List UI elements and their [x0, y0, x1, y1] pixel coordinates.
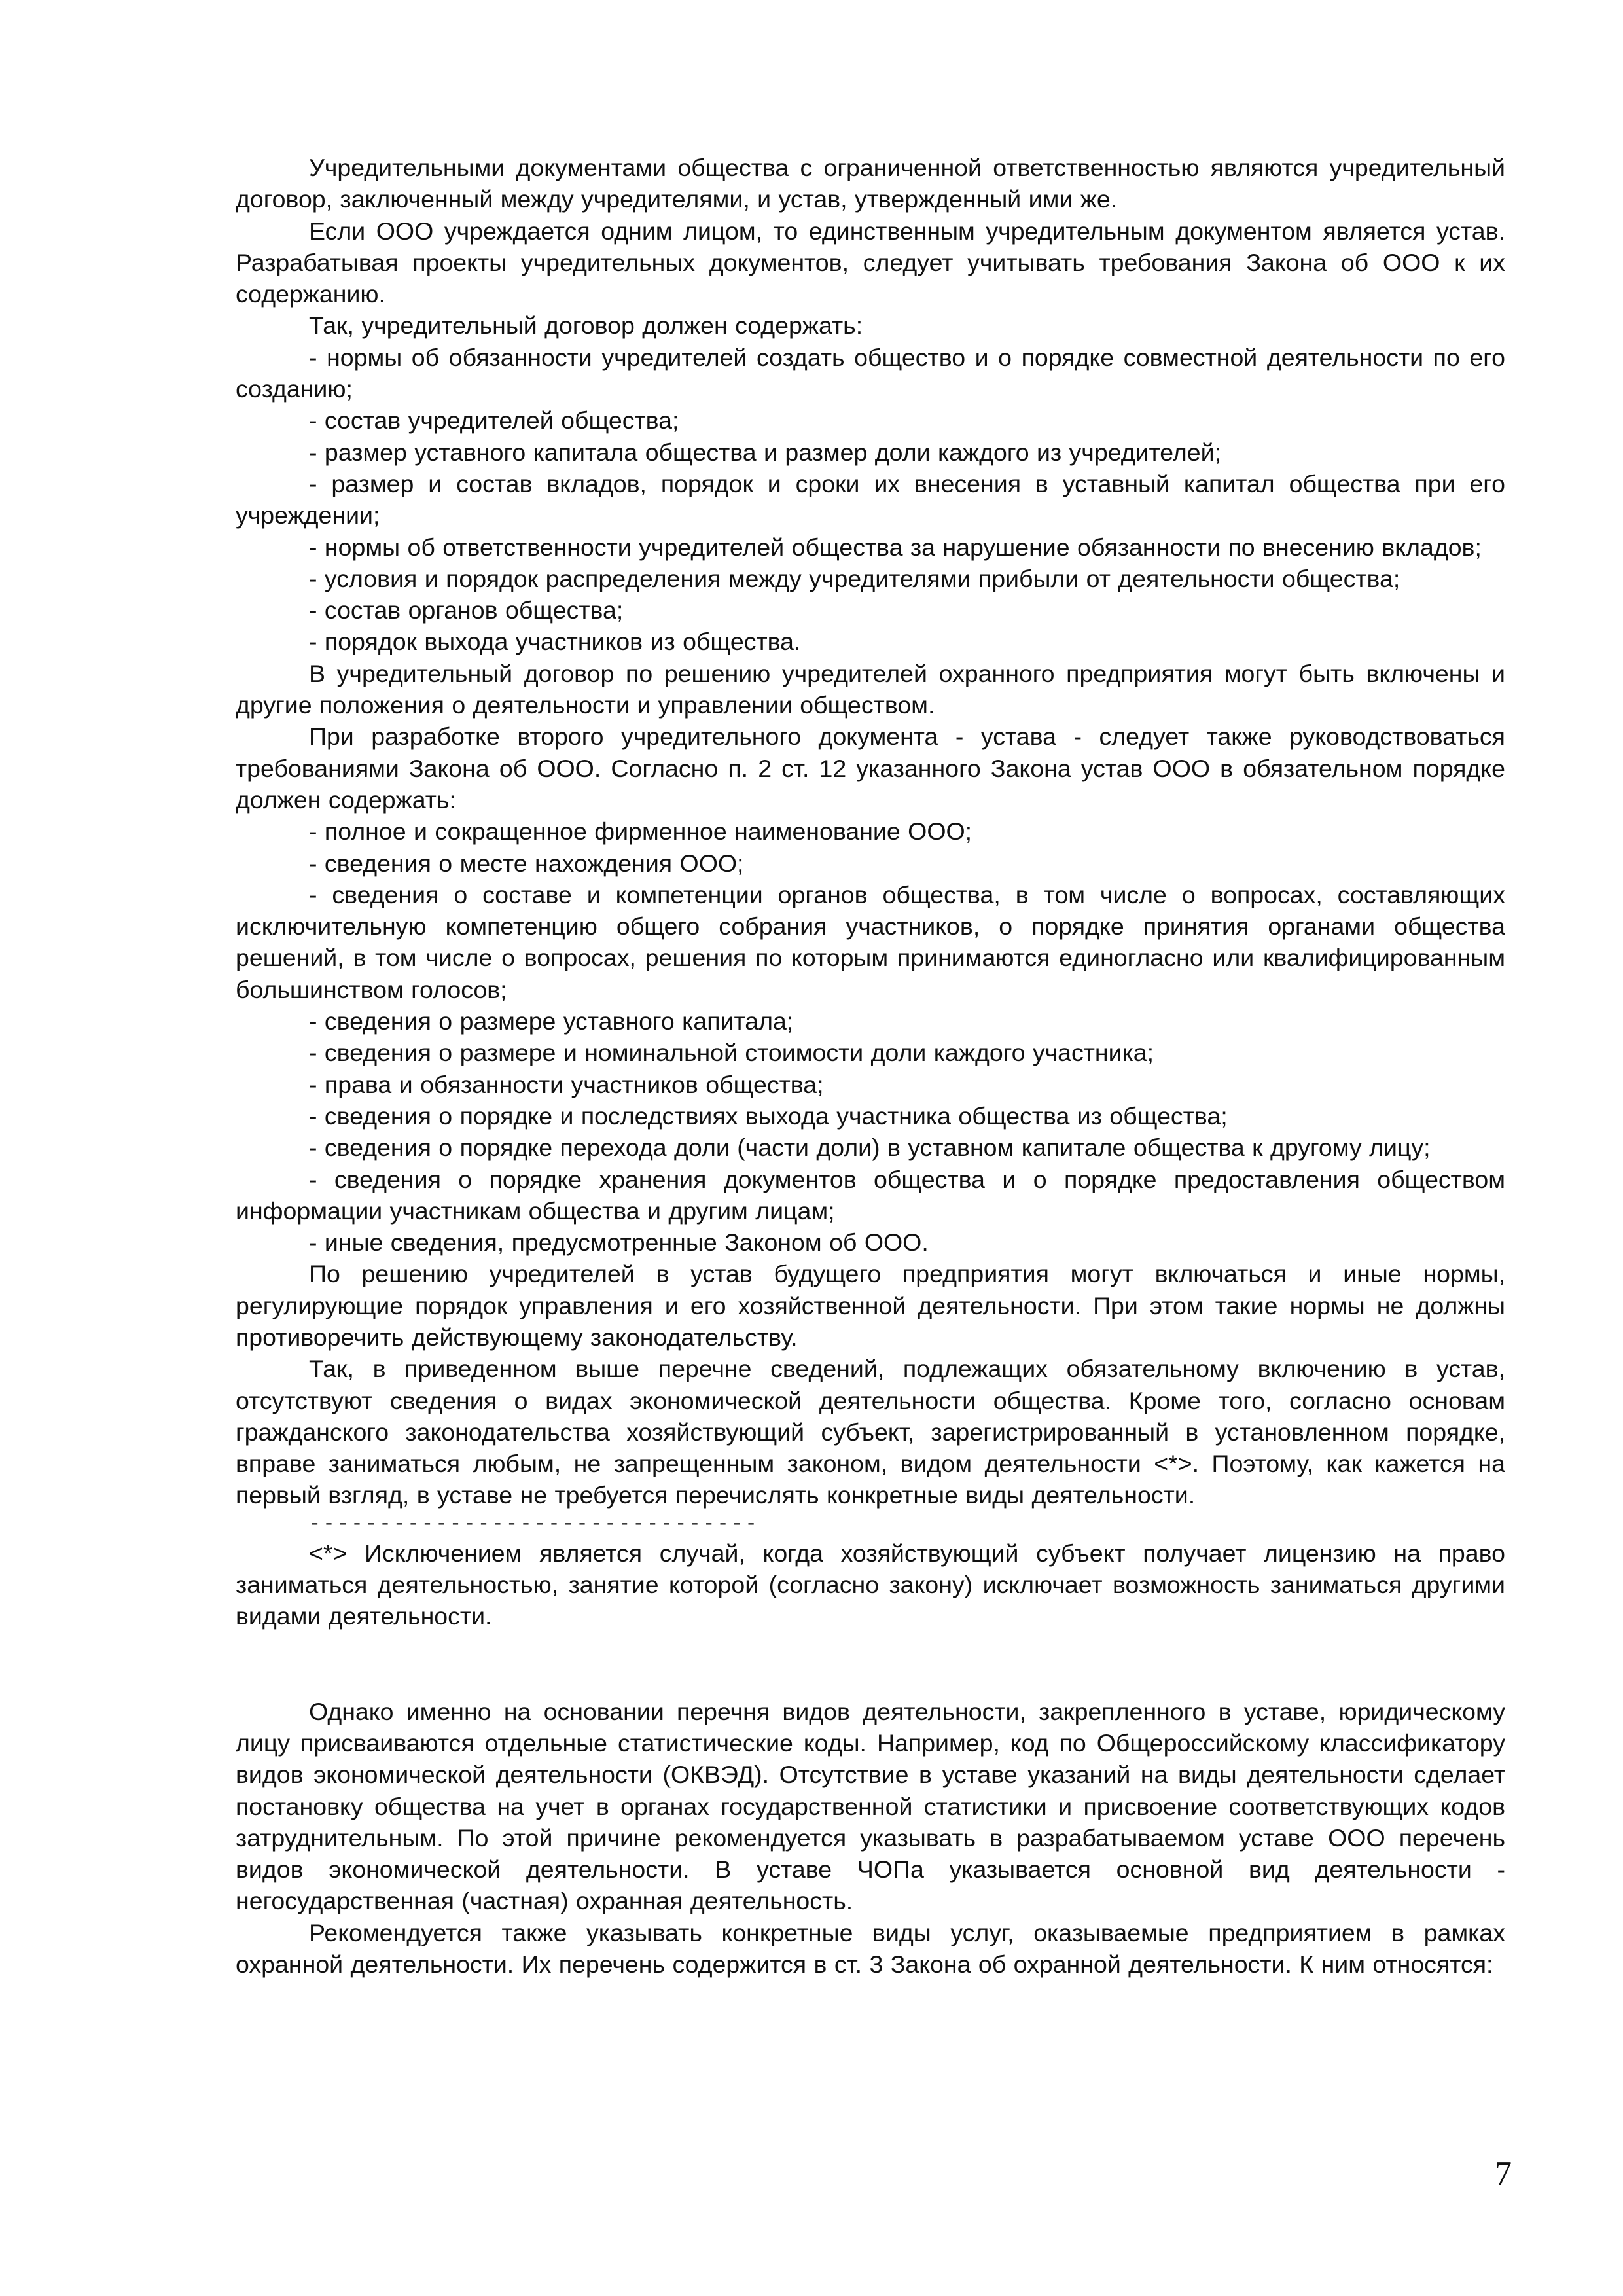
list-item-contract-capital: - размер уставного капитала общества и размер доли каждого из учредителей;	[309, 438, 1222, 466]
list-item-charter-location: - сведения о месте нахождения ООО;	[309, 849, 744, 877]
list-item-contract-founders: - состав учредителей общества;	[309, 406, 679, 435]
paragraph-single-founder: Если ООО учреждается одним лицом, то единственным учредительным документом является устав. Разрабатывая проекты учредительных документов, следует учитывать требования Закона об ООО к их содержанию.	[236, 217, 1505, 308]
list-item-charter-rights: - права и обязанности участников общества;	[309, 1070, 824, 1098]
footnote-separator: --------------------------------	[309, 1513, 760, 1535]
paragraph-gap	[236, 1632, 1505, 1696]
list-item-charter-documents: - сведения о порядке хранения документов общества и о порядке предоставления обществом информации участникам общества и другим лицам;	[236, 1165, 1505, 1225]
list-item-charter-share-value: - сведения о размере и номинальной стоимости доли каждого участника;	[309, 1039, 1154, 1067]
list-item-contract-profit: - условия и порядок распределения между учредителями прибыли от деятельности общества;	[309, 564, 1400, 592]
list-item-charter-share-transfer: - сведения о порядке перехода доли (части доли) в уставном капитале общества к другому лицу;	[309, 1134, 1431, 1162]
list-item-charter-bodies: - сведения о составе и компетенции органов общества, в том числе о вопросах, составляющих исключительную компетенцию общего собрания участников, о порядке принятия органами общества решений, в том числе о вопросах, решения по которым принимаются единогласно или квалифицированным большинством голосов;	[236, 880, 1505, 1003]
paragraph-founding-documents: Учредительными документами общества с ограниченной ответственностью являются учредительный договор, заключенный между учредителями, и устав, утвержденный ими же.	[236, 154, 1505, 213]
paragraph-statistical-codes: Однако именно на основании перечня видов деятельности, закрепленного в уставе, юридическому лицу присваиваются отдельные статистические коды. Например, код по Общероссийскому классификатору видов экономической деятельности (ОКВЭД). Отсутствие в уставе указаний на виды деятельности сделает постановку общества на учет в органах государственной статистики и присвоение соответствующих кодов затруднительным. По этой причине рекомендуется указывать в разрабатываемом уставе ООО перечень видов экономической деятельности. В уставе ЧОПа указывается основной вид деятельности - негосударственная (частная) охранная деятельность.	[236, 1697, 1505, 1915]
paragraph-contract-intro: Так, учредительный договор должен содержать:	[309, 312, 863, 340]
list-item-contract-withdrawal: - порядок выхода участников из общества.	[309, 628, 801, 656]
page-number: 7	[1495, 2155, 1512, 2193]
footnote: <*> Исключением является случай, когда хозяйствующий субъект получает лицензию на право заниматься деятельностью, занятие которой (согласно закону) исключает возможность заниматься другими видами деятельности.	[236, 1539, 1505, 1630]
paragraph-charter-intro: При разработке второго учредительного документа - устава - следует также руководствоваться требованиями Закона об ООО. Согласно п. 2 ст. 12 указанного Закона устав ООО в обязательном порядке должен содержать:	[236, 723, 1505, 814]
document-page	[236, 152, 1505, 1980]
list-item-contract-bodies: - состав органов общества;	[309, 596, 624, 624]
list-item-contract-contributions: - размер и состав вкладов, порядок и сроки их внесения в уставный капитал общества при его учреждении;	[236, 469, 1505, 529]
paragraph-services-list-intro: Рекомендуется также указывать конкретные виды услуг, оказываемые предприятием в рамках охранной деятельности. Их перечень содержится в ст. 3 Закона об охранной деятельности. К ним относятся:	[236, 1918, 1505, 1979]
paragraph-contract-other-provisions: В учредительный договор по решению учредителей охранного предприятия могут быть включены и другие положения о деятельности и управлении обществом.	[236, 659, 1505, 719]
list-item-charter-other: - иные сведения, предусмотренные Законом об ООО.	[309, 1229, 929, 1257]
list-item-charter-capital: - сведения о размере уставного капитала;	[309, 1007, 794, 1035]
list-item-charter-name: - полное и сокращенное фирменное наименование ООО;	[309, 817, 972, 846]
list-item-charter-withdrawal: - сведения о порядке и последствиях выхода участника общества из общества;	[309, 1102, 1228, 1130]
list-item-contract-obligations: - нормы об обязанности учредителей создать общество и о порядке совместной деятельности по его созданию;	[236, 343, 1505, 403]
paragraph-charter-additional-norms: По решению учредителей в устав будущего предприятия могут включаться и иные нормы, регулирующие порядок управления и его хозяйственной деятельности. При этом такие нормы не должны противоречить действующему законодательству.	[236, 1260, 1505, 1351]
paragraph-activity-types: Так, в приведенном выше перечне сведений, подлежащих обязательному включению в устав, отсутствуют сведения о видах экономической деятельности общества. Кроме того, согласно основам гражданского законодательства хозяйствующий субъект, зарегистрированный в установленном порядке, вправе заниматься любым, не запрещенным законом, видом деятельности <*>. Поэтому, как кажется на первый взгляд, в уставе не требуется перечислять конкретные виды деятельности.	[236, 1355, 1505, 1509]
list-item-contract-liability: - нормы об ответственности учредителей общества за нарушение обязанности по внесению вкладов;	[309, 533, 1482, 561]
